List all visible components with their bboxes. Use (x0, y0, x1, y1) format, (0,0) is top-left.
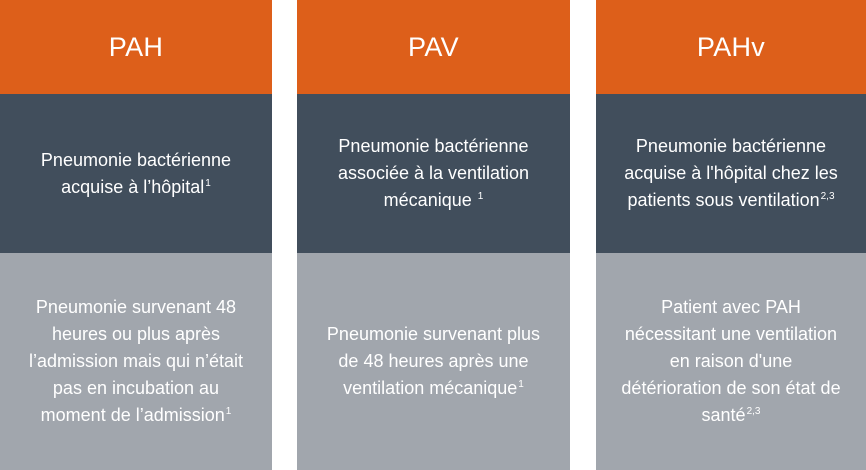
definition-footnote: 2,3 (820, 191, 835, 202)
column-pahv (596, 0, 866, 470)
definition-text (36, 147, 236, 201)
definition-footnote: 1 (477, 191, 484, 202)
column-pah (0, 0, 272, 470)
description-cell (297, 253, 570, 470)
definition-cell (0, 94, 272, 253)
description-label: Patient avec PAH nécessitant une ventilation en raison d'une détérioration de son état de santé (621, 297, 841, 425)
column-header (297, 0, 570, 94)
column-abbr: PAH (108, 31, 164, 62)
description-text (618, 294, 844, 429)
definition-footnote: 1 (205, 177, 211, 189)
description-label: Pneumonie survenant 48 heures ou plus après l’admission mais qui n’était pas en incubation au moment de l’admission (28, 297, 244, 425)
column-header (596, 0, 866, 94)
description-footnote: 1 (518, 379, 524, 390)
column-abbr: PAV (408, 31, 459, 62)
description-label: Pneumonie survenant plus de 48 heures après une ventilation mécanique (326, 324, 541, 398)
definition-cell (596, 94, 866, 253)
definition-text (618, 133, 844, 214)
definition-cell (297, 94, 570, 253)
definition-label: Pneumonie bactérienne acquise à l’hôpital (40, 149, 232, 197)
description-footnote: 2,3 (746, 406, 761, 417)
description-cell (596, 253, 866, 470)
column-pav (297, 0, 570, 470)
description-cell (0, 253, 272, 470)
definition-text (328, 133, 540, 214)
description-footnote: 1 (225, 406, 232, 417)
description-text (22, 294, 250, 429)
definition-label: Pneumonie bactérienne associée à la ventilation mécanique (337, 136, 530, 210)
description-text (326, 321, 542, 402)
column-abbr: PAHv (696, 31, 766, 62)
column-header (0, 0, 272, 94)
definition-label: Pneumonie bactérienne acquise à l'hôpital chez les patients sous ventilation (624, 136, 838, 210)
